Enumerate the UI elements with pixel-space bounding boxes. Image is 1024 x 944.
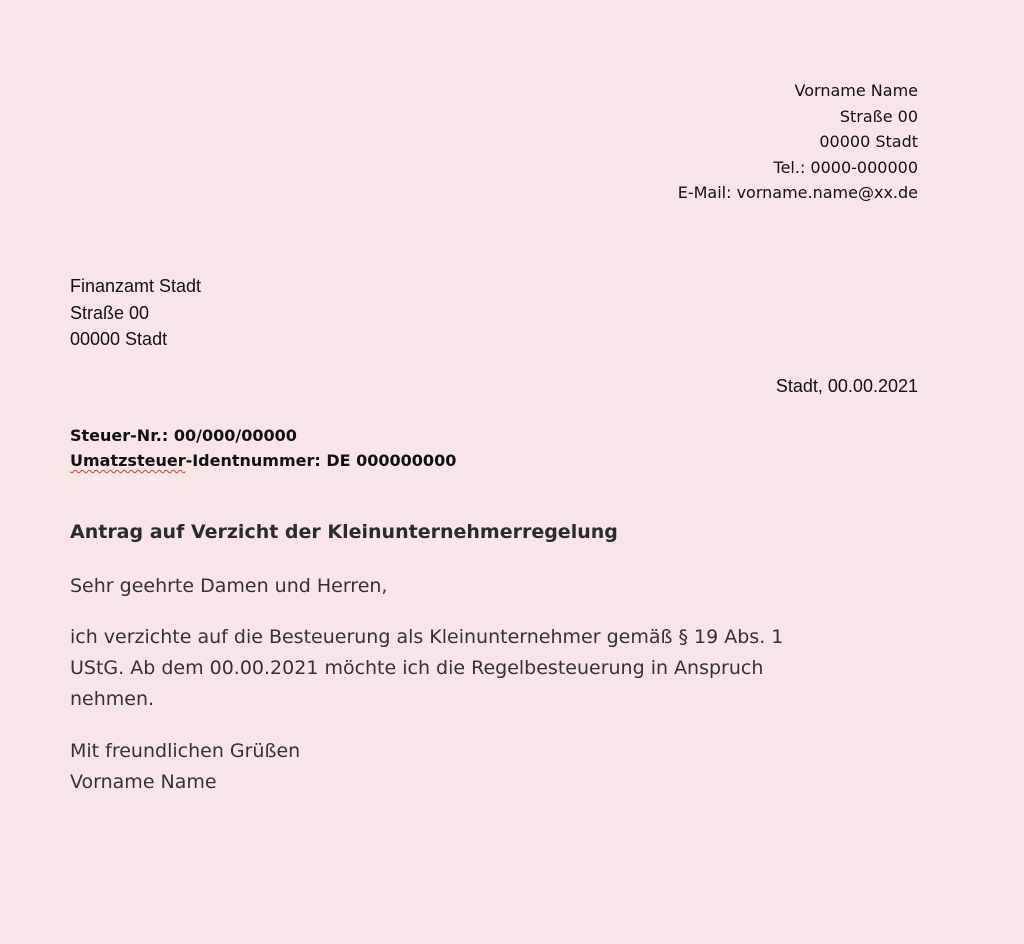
tax-info-block [70,423,456,473]
sender-city: 00000 Stadt [819,132,918,151]
recipient-address-block [70,273,201,353]
body-line-2: UStG. Ab dem 00.00.2021 möchte ich die Regelbesteuerung in Anspruch [70,657,764,679]
letter-salutation: Sehr geehrte Damen und Herren, [70,575,388,597]
recipient-street: Straße 00 [70,302,150,323]
body-line-1: ich verzichte auf die Besteuerung als Kleinunternehmer gemäß § 19 Abs. 1 [70,626,784,648]
tax-number: Steuer-Nr.: 00/000/00000 [70,426,297,445]
sender-email: E-Mail: vorname.name@xx.de [677,183,918,202]
letter-subject: Antrag auf Verzicht der Kleinunternehmerregelung [70,521,618,543]
sender-phone: Tel.: 0000-000000 [773,157,918,177]
letter-closing [70,736,300,798]
sender-address-block [678,78,918,206]
letter-body [70,622,910,715]
letter-date: Stadt, 00.00.2021 [775,376,918,396]
misspelled-word[interactable]: Umatzsteuer [70,451,186,470]
sender-street: Straße 00 [839,106,918,126]
recipient-city: 00000 Stadt [70,329,168,349]
closing-greeting: Mit freundlichen Grüßen [70,740,301,762]
recipient-name: Finanzamt Stadt [70,276,202,296]
vat-id-line [70,448,456,473]
vat-id-rest: -Identnummer: DE 000000000 [185,451,457,470]
sender-name: Vorname Name [794,81,918,100]
closing-name: Vorname Name [70,771,217,793]
body-line-3: nehmen. [70,688,155,710]
